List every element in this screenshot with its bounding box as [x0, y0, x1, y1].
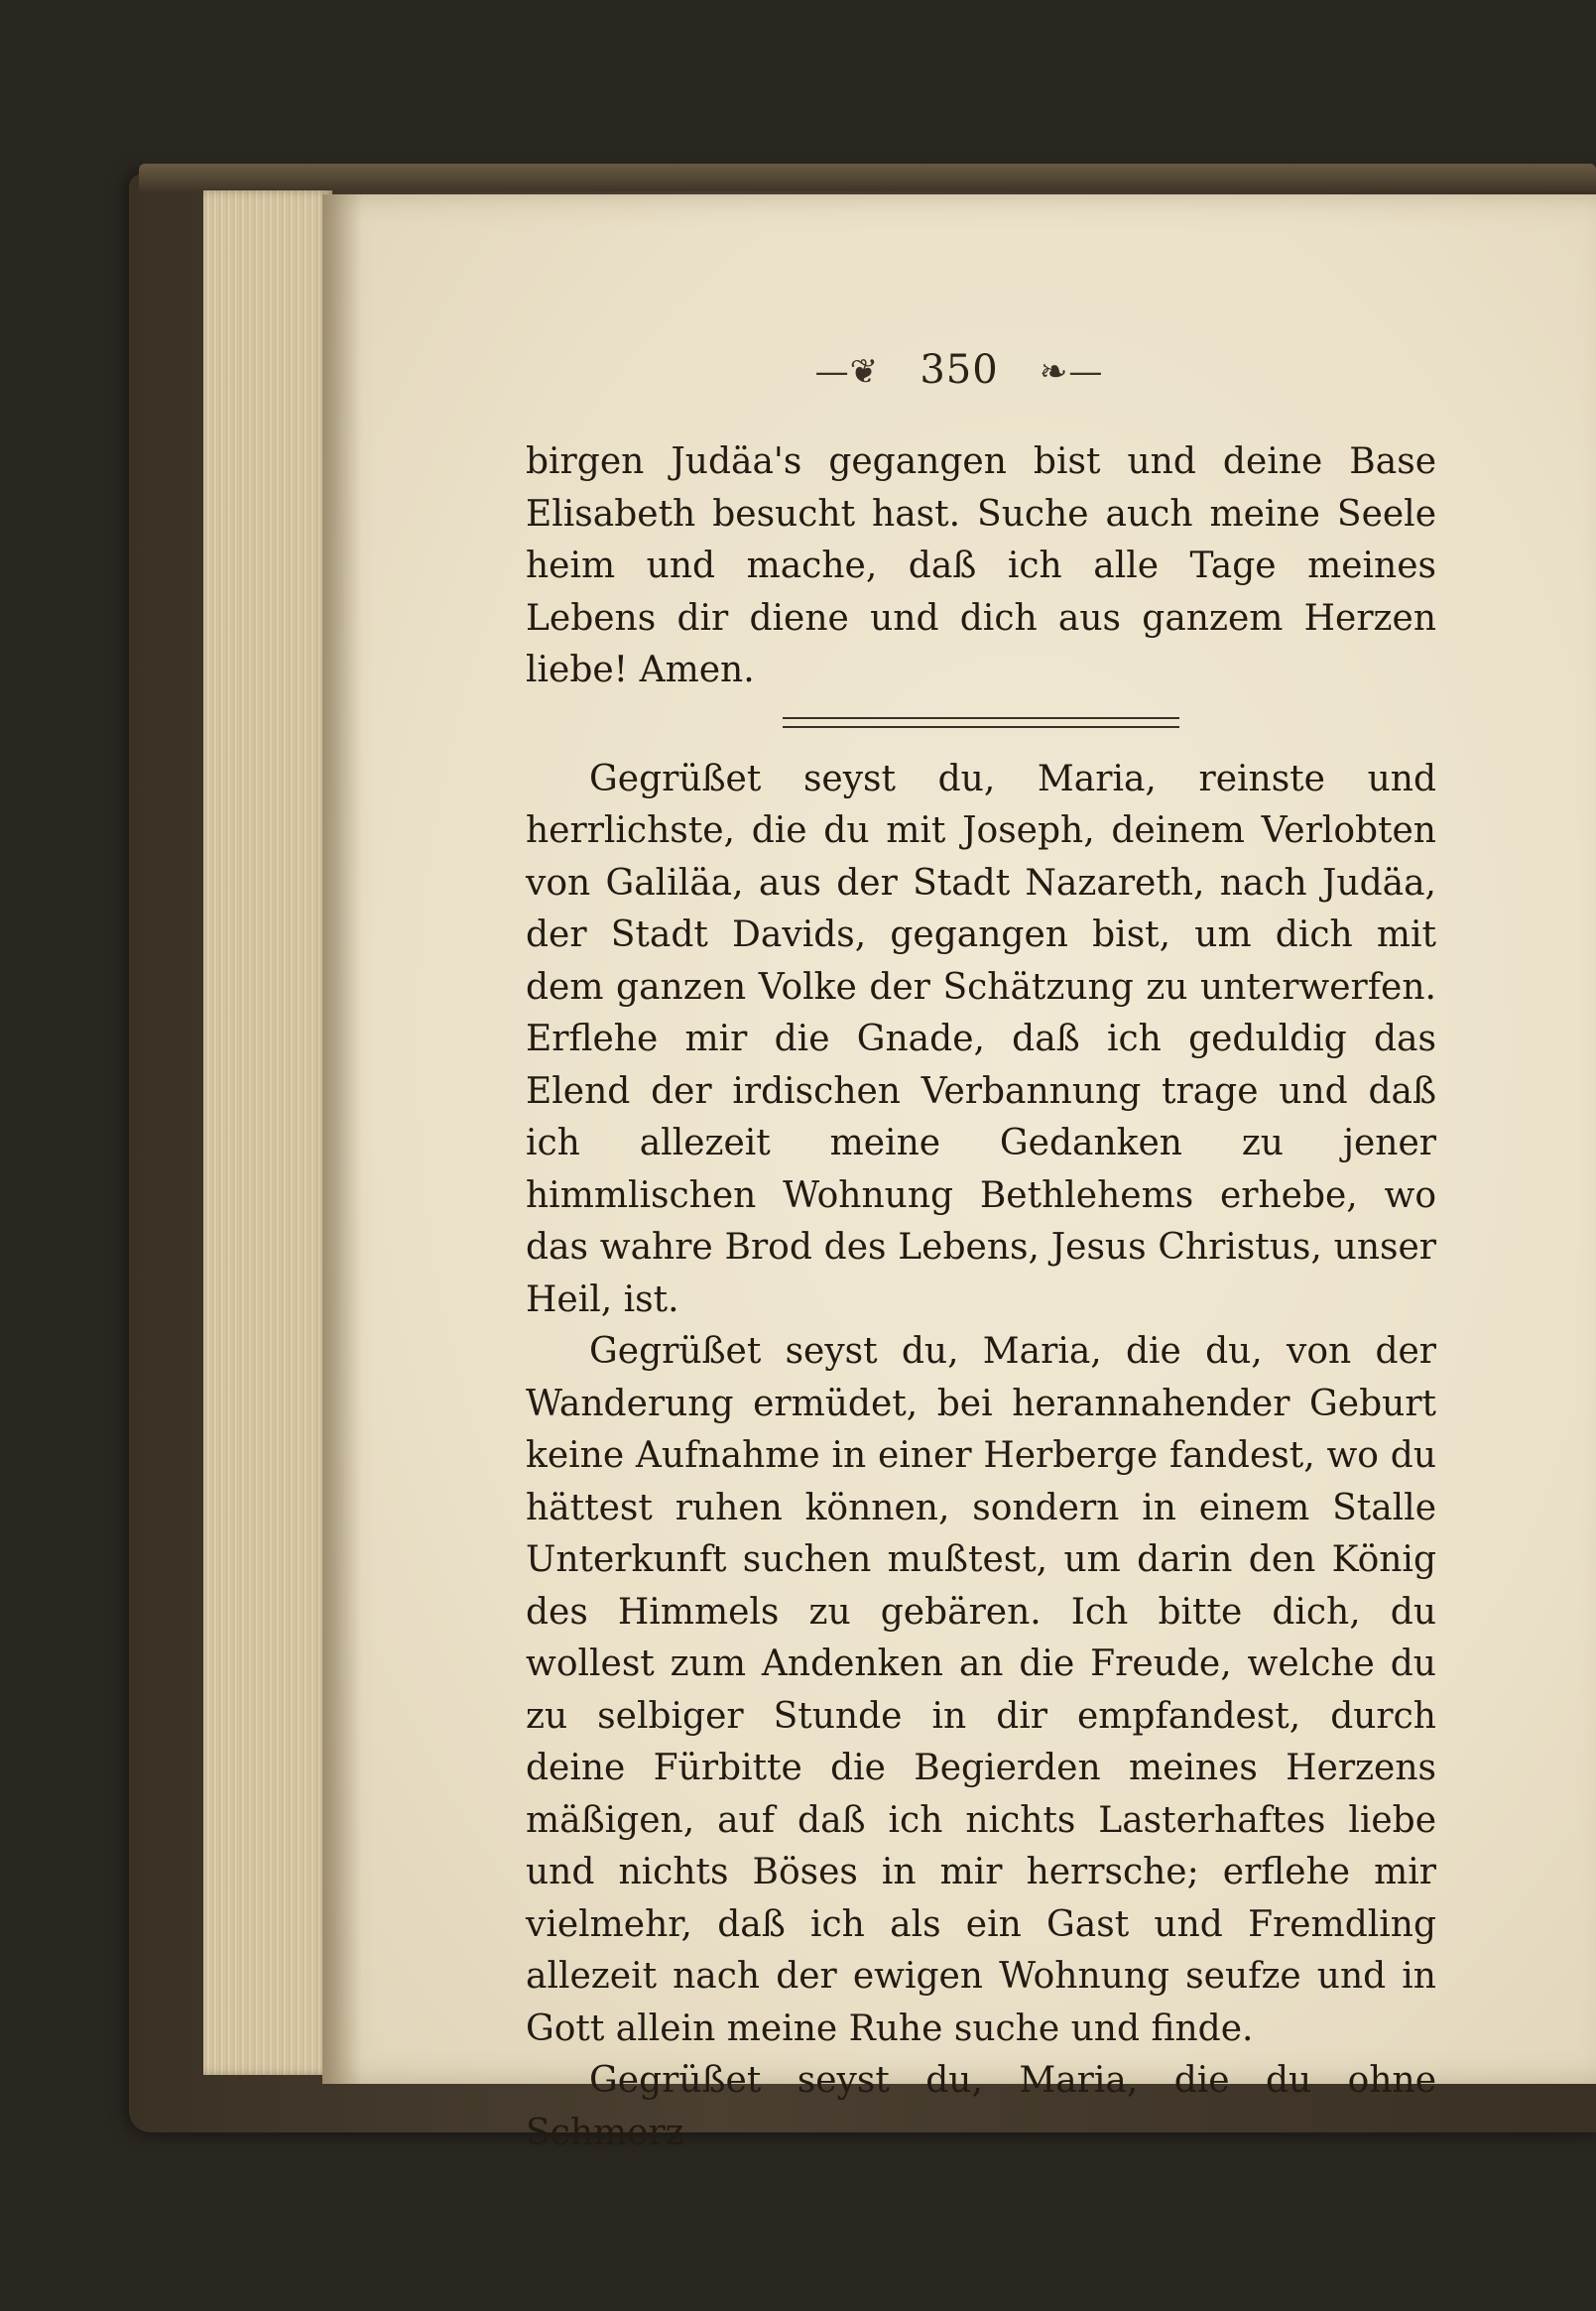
- paragraph: Gegrüßet seyst du, Maria, die du, von der Wanderung ermüdet, bei herannahender Geburt keine Aufnahme in einer Herberge fandest, wo du hättest ruhen können, sondern in einem Stalle Unterkunft suchen mußtest, um darin den König des Himmels zu gebären. Ich bitte dich, du wollest zum Andenken an die Freude, welche du zu selbiger Stunde in dir empfandest, durch deine Fürbitte die Begierden meines Herzens mäßigen, auf daß ich nichts Lasterhaftes liebe und nichts Böses in mir herrsche; erflehe mir vielmehr, daß ich als ein Gast und Fremdling allezeit nach der ewigen Wohnung seufze und in Gott allein meine Ruhe suche und finde.: [526, 1331, 1436, 2049]
- header-ornament-left: —❦: [814, 352, 880, 392]
- book-cover-top-edge: [139, 164, 1596, 191]
- paragraph-continuation: birgen Judäa's gegangen bist und deine Base Elisabeth besucht hast. Suche auch meine Seele heim und mache, daß ich alle Tage meines Lebens dir diene und dich aus ganzem Herzen liebe! Amen.: [526, 441, 1436, 690]
- section-divider: [783, 717, 1179, 728]
- page-number: 350: [920, 347, 999, 393]
- paragraph: Gegrüßet seyst du, Maria, die du ohne Schmerz: [526, 2060, 1436, 2153]
- header-ornament-right: ❧—: [1039, 352, 1104, 392]
- page-edges: [203, 190, 332, 2075]
- paragraph: Gegrüßet seyst du, Maria, reinste und herrlichste, die du mit Joseph, deinem Verlobten von Galiläa, aus der Stadt Nazareth, nach Judäa, der Stadt Davids, gegangen bist, um dich mit dem ganzen Volke der Schätzung zu unterwerfen. Erflehe mir die Gnade, daß ich geduldig das Elend der irdischen Verbannung trage und daß ich allezeit meine Gedanken zu jener himmlischen Wohnung Bethlehems erhebe, wo das wahre Brod des Lebens, Jesus Christus, unser Heil, ist.: [526, 758, 1436, 1320]
- page-body: [526, 436, 1436, 2159]
- gutter-shadow: [322, 194, 362, 2084]
- page-header: [322, 347, 1596, 393]
